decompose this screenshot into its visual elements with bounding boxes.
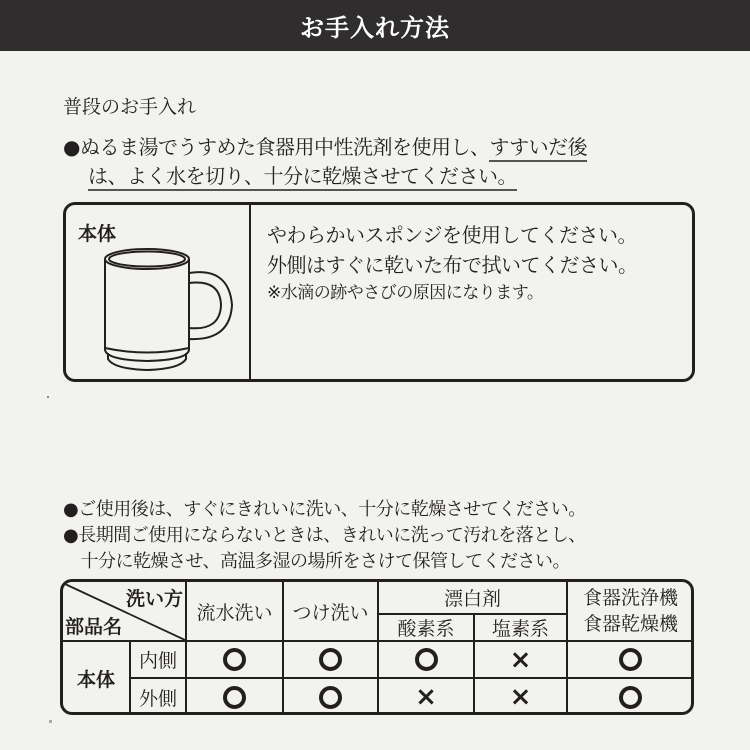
section-subtitle: 普段のお手入れ xyxy=(63,96,197,118)
circle-ok-icon xyxy=(619,686,642,709)
daily-care-line-1 xyxy=(63,131,587,160)
circle-ok-icon xyxy=(319,686,342,709)
cross-ng-icon: × xyxy=(415,682,437,712)
note-1: ●ご使用後は、すぐにきれいに洗い、十分に乾燥させてください。 xyxy=(63,499,586,520)
washing-method-table xyxy=(60,579,694,715)
row-label-inner: 内側 xyxy=(138,650,177,672)
col-header-chlorine: 塩素系 xyxy=(491,618,549,640)
col-header-bleach: 漂白剤 xyxy=(443,588,501,610)
circle-ok-icon xyxy=(619,648,642,671)
cell-outer-oxygen xyxy=(379,679,473,715)
cell-outer-chlorine xyxy=(475,679,566,715)
daily-care-underlined-text-2: は、よく水を切り、十分に乾燥させてください。 xyxy=(88,164,517,191)
cross-ng-icon: × xyxy=(509,682,532,712)
daily-care-line-2 xyxy=(88,160,517,189)
page-header xyxy=(0,0,750,51)
daily-care-text: ぬるま湯でうすめた食器用中性洗剤を使用し、 xyxy=(79,135,490,159)
cell-outer-dishwasher xyxy=(568,679,693,715)
care-text-line-1: やわらかいスポンジを使用してください。 xyxy=(267,223,637,247)
corner-header-method: 洗い方 xyxy=(125,587,183,610)
cell-outer-running-water xyxy=(187,679,282,715)
col-header-dishwasher xyxy=(568,582,693,640)
row-header-part: 本体 xyxy=(76,669,115,691)
daily-care-underlined-text: すすいだ後 xyxy=(489,135,587,162)
mug-icon xyxy=(104,245,239,375)
dishwasher-line-1: 食器洗浄機 xyxy=(582,587,678,609)
cross-ng-icon: × xyxy=(509,644,532,675)
care-text-line-2: 外側はすぐに乾いた布で拭いてください。 xyxy=(267,253,638,277)
col-header-soaking: つけ洗い xyxy=(292,601,369,624)
part-label: 本体 xyxy=(78,223,117,245)
dishwasher-line-2: 食器乾燥機 xyxy=(582,613,678,635)
care-note: ※水滴の跡やさびの原因になります。 xyxy=(267,283,544,303)
stray-mark xyxy=(49,720,52,723)
corner-header-part: 部品名 xyxy=(65,615,123,638)
note-2: ●長期間ご使用にならないときは、きれいに洗って汚れを落とし、 xyxy=(63,525,586,546)
cell-inner-running-water xyxy=(187,642,282,677)
cell-inner-soaking xyxy=(284,642,377,677)
col-header-oxygen: 酸素系 xyxy=(397,618,455,640)
circle-ok-icon xyxy=(415,648,438,671)
row-label-outer: 外側 xyxy=(138,687,177,710)
care-text xyxy=(267,220,638,306)
usage-notes xyxy=(63,497,586,575)
page-title: お手入れ方法 xyxy=(300,14,450,42)
divider xyxy=(249,205,251,379)
note-3: 十分に乾燥させ、高温多湿の場所をさけて保管してください。 xyxy=(63,551,570,572)
cell-inner-oxygen xyxy=(379,642,473,677)
circle-ok-icon xyxy=(319,648,342,671)
care-instruction-box xyxy=(63,202,695,382)
cell-outer-soaking xyxy=(284,679,377,715)
circle-ok-icon xyxy=(223,648,246,671)
cell-inner-chlorine xyxy=(475,642,566,677)
cell-inner-dishwasher xyxy=(568,642,693,677)
circle-ok-icon xyxy=(223,686,246,709)
stray-mark xyxy=(47,396,49,398)
bullet-icon: ● xyxy=(63,135,80,159)
col-header-running-water: 流水洗い xyxy=(196,601,273,624)
